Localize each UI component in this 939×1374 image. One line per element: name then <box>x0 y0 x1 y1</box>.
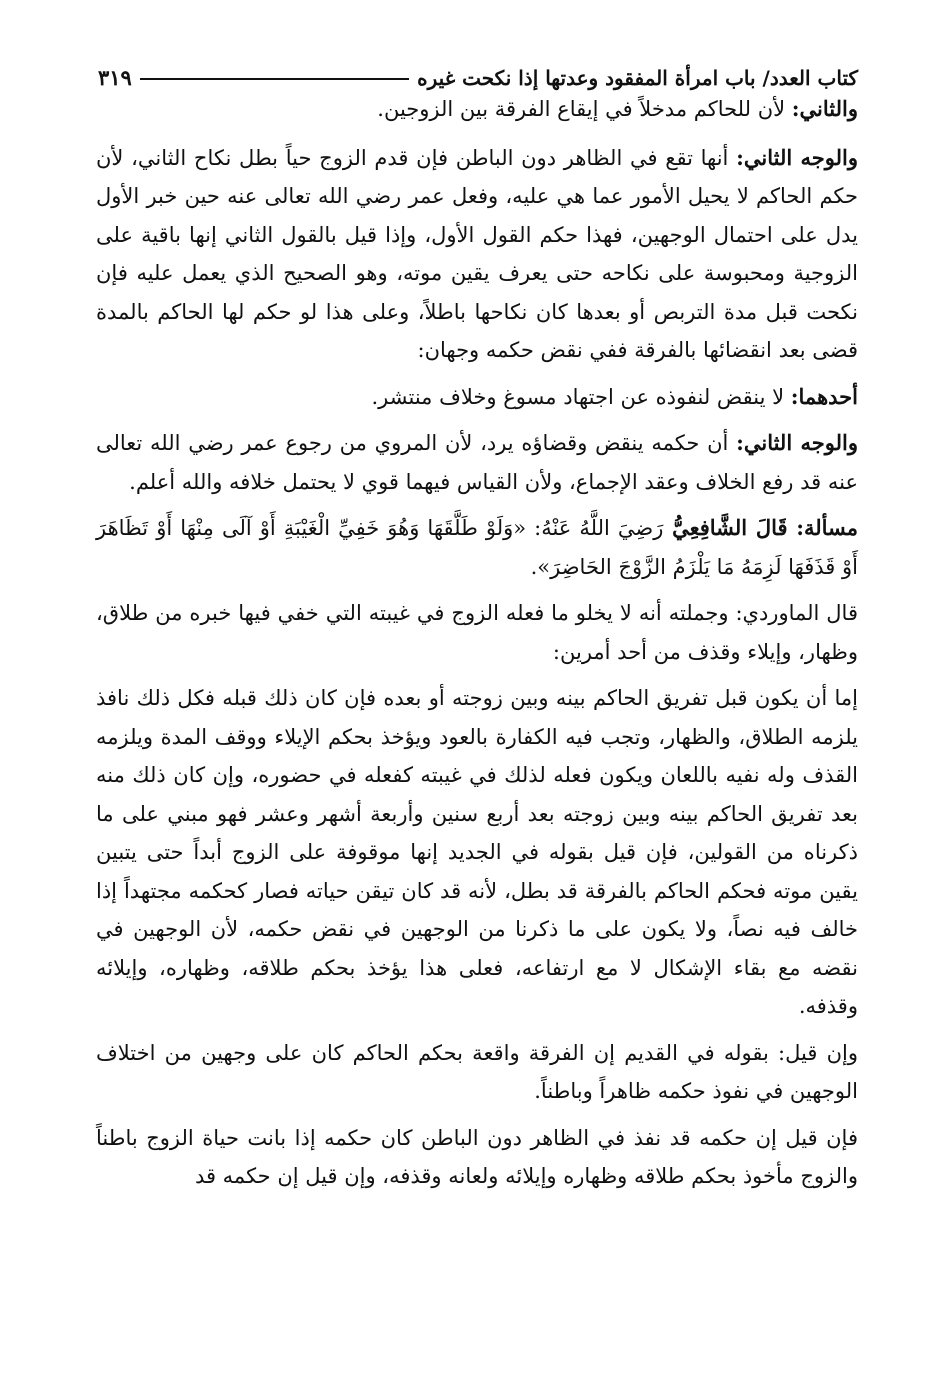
paragraph-lead: مسألة: <box>796 515 859 540</box>
running-header <box>96 60 858 90</box>
paragraph <box>96 139 858 370</box>
paragraph <box>96 1034 858 1111</box>
book-page <box>96 60 858 1204</box>
paragraph-text: فإن قيل إن حكمه قد نفذ في الظاهر دون الباطن كان حكمه إذا بانت حياة الزوج باطناً والزوج مأخوذ بحكم طلاقه وظهاره وإيلائه ولعانه وقذفه، وإن قيل إن حكمه قد <box>96 1125 858 1188</box>
paragraph-lead: والثاني: <box>791 96 858 121</box>
paragraph-text: قال الماوردي: وجملته أنه لا يخلو ما فعله الزوج في غيبته التي خفي فيها خبره من طلاق، وظهار، وإيلاء وقذف من أحد أمرين: <box>96 601 858 664</box>
paragraph <box>96 424 858 501</box>
quoted-text: رَضِيَ اللَّهُ عَنْهُ: «وَلَوْ طَلَّقَهَا وَهُوَ خَفِيِّ الْغَيْبَةِ أَوْ آلَى مِنْهَا أَوْ تَظَاهَرَ أَوْ قَذَفَهَا لَزِمَهُ مَا يَلْزَمُ الزَّوْجَ الحَاضِرَ». <box>96 516 858 579</box>
paragraph <box>96 594 858 671</box>
paragraph-text: لا ينقض لنفوذه عن اجتهاد مسوغ وخلاف منتشر. <box>371 384 791 409</box>
header-rule <box>140 78 409 80</box>
chapter-title: كتاب العدد/ باب امرأة المفقود وعدتها إذا نكحت غيره <box>417 66 858 90</box>
paragraph <box>96 378 858 417</box>
paragraph-lead: والوجه الثاني: <box>736 430 859 455</box>
paragraph-text: وإن قيل: بقوله في القديم إن الفرقة واقعة بحكم الحاكم كان على وجهين من اختلاف الوجهين في نفوذ حكمه ظاهراً وباطناً. <box>96 1040 858 1103</box>
paragraph <box>96 90 858 129</box>
masala-paragraph <box>96 509 858 586</box>
body-text <box>96 90 858 1196</box>
paragraph <box>96 1119 858 1196</box>
paragraph-lead: والوجه الثاني: <box>736 144 858 170</box>
page-number: ٣١٩ <box>98 65 132 90</box>
quoted-imam-name: قَالَ الشَّافِعِيُّ <box>663 515 797 540</box>
paragraph <box>96 679 858 1026</box>
paragraph-text: أن حكمه ينقض وقضاؤه يرد، لأن المروي من رجوع عمر رضي الله تعالى عنه قد رفع الخلاف وعقد الإجماع، ولأن القياس فيهما قوي لا يحتمل خلافه والله أعلم. <box>96 431 858 494</box>
paragraph-lead: أحدهما: <box>790 383 858 409</box>
paragraph-text: أنها تقع في الظاهر دون الباطن فإن قدم الزوج حياً بطل نكاح الثاني، لأن حكم الحاكم لا يحيل الأمور عما هي عليه، وفعل عمر رضي الله تعالى عنه حين خبر الأول يدل على احتمال الوجهين، فهذا حكم القول الأول، وإذا قيل بالقول الثاني إنها باقية على الزوجية ومحبوسة على نكاحه حتى يعرف يقين موته، وهو الصحيح الذي يعمل عليه فإن نكحت قبل مدة التربص أو بعدها كان نكاحها باطلاً، وعلى هذا لو حكم لها الحاكم بالمدة قضى بعد انقضائها بالفرقة ففي نقض حكمه وجهان: <box>96 145 858 362</box>
paragraph-text: لأن للحاكم مدخلاً في إيقاع الفرقة بين الزوجين. <box>377 97 792 121</box>
paragraph-text: إما أن يكون قبل تفريق الحاكم بينه وبين زوجته أو بعده فإن كان ذلك قبله فكل ذلك نافذ يلزمه الطلاق، والظهار، وتجب فيه الكفارة بالعود ويؤخذ بحكم الإيلاء ووقف المدة ويلزمه القذف وله نفيه باللعان ويكون فعله لذلك في غيبته كفعله في حضوره، وإن كان ذلك منه بعد تفريق الحاكم بينه وبين زوجته بعد أربع سنين وأربعة أشهر وعشر فهو مبني على ما ذكرناه من القولين، فإن قيل بقوله في الجديد إنها موقوفة على الزوج أبداً حتى يتبين يقين موته فحكم الحاكم بالفرقة قد بطل، لأنه قد كان تيقن حياته فصار كحكمه مجتهداً إذا خالف فيه نصاً، ولا يكون على ما ذكرنا من الوجهين في نقض حكمه، لأن الوجهين في نقضه مع بقاء الإشكال لا مع ارتفاعه، فعلى هذا يؤخذ بحكم طلاقه، وظهاره، وإيلائه وقذفه. <box>96 686 858 1018</box>
